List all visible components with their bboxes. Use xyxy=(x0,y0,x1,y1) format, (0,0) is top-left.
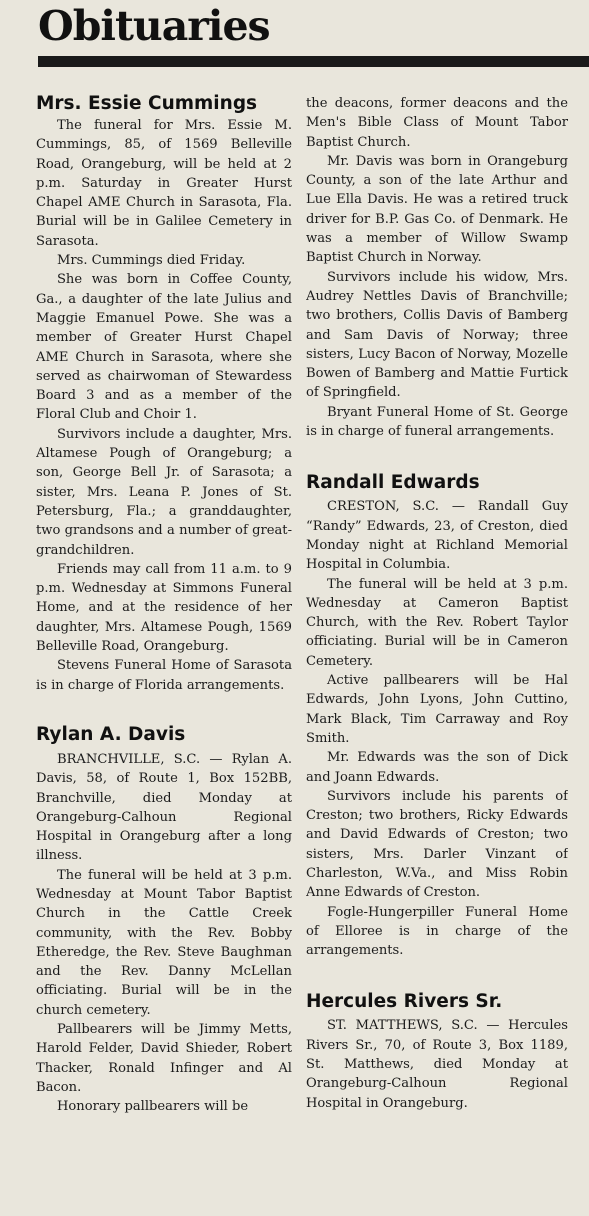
column-right xyxy=(306,94,568,1216)
obituary-paragraph: BRANCHVILLE, S.C. — Rylan A. Davis, 58, of Route 1, Box 152BB, Branchville, died Monday at Orangeburg-Calhoun Regional Hospital in Orangeburg after a long illness. xyxy=(36,751,292,864)
obituary-paragraph: Survivors include his widow, Mrs. Audrey Nettles Davis of Branchville; two brothers, Collis Davis of Bamberg and Sam Davis of Norway; three sisters, Lucy Bacon of Norway, Mozelle Bowen of Bamberg and Mattie Furtick of Springfield. xyxy=(306,269,568,401)
obituary-paragraph: The funeral for Mrs. Essie M. Cummings, 85, of 1569 Belleville Road, Orangeburg, will be held at 2 p.m. Saturday in Greater Hurst Chapel AME Church in Sarasota, Fla. Burial will be in Galilee Cemetery in Sarasota. xyxy=(36,118,292,249)
obituary-paragraph: She was born in Coffee County, Ga., a daughter of the late Julius and Maggie Emanuel Powe. She was a member of Greater Hurst Chapel AME Church in Sarasota, where she served as chairwoman of Stewardess Board 3 and as a member of the Floral Club and Choir 1. xyxy=(36,272,292,423)
obituary-paragraph: Mr. Edwards was the son of Dick and Joann Edwards. xyxy=(306,750,568,785)
obituary-paragraph: Survivors include his parents of Creston; two brothers, Ricky Edwards and David Edwards of Creston; two sisters, Mrs. Darler Vinzant of Charleston, W.Va., and Miss Robin Anne Edwards of Creston. xyxy=(306,788,568,901)
obituary-paragraph: Mr. Davis was born in Orangeburg County, a son of the late Arthur and Lue Ella Davis. He was a retired truck driver for B.P. Gas Co. of Denmark. He was a member of Willow Swamp Baptist Church in Norway. xyxy=(306,153,568,266)
obituary-paragraph: Friends may call from 11 a.m. to 9 p.m. Wednesday at Simmons Funeral Home, and at the residence of her daughter, Mrs. Altamese Pough, 1569 Belleville Road, Orangeburg. xyxy=(36,561,292,655)
page-title: Obituaries xyxy=(38,2,270,50)
obituary-paragraph: Active pallbearers will be Hal Edwards, John Lyons, John Cuttino, Mark Black, Tim Carraway and Roy Smith. xyxy=(306,673,568,746)
obituary-paragraph: Honorary pallbearers will be xyxy=(56,1099,249,1115)
obituary-paragraph: Mrs. Cummings died Friday. xyxy=(56,253,246,269)
obituary-paragraph: the deacons, former deacons and the Men's Bible Class of Mount Tabor Baptist Church. xyxy=(306,96,568,150)
header-rule xyxy=(38,56,589,67)
obituary-heading: Rylan A. Davis xyxy=(36,723,186,745)
obituary-heading: Randall Edwards xyxy=(306,472,480,494)
obituary-paragraph: The funeral will be held at 3 p.m. Wednesday at Mount Tabor Baptist Church in the Cattle Creek community, with the Rev. Bobby Etheredge, the Rev. Steve Baughman and the Rev. Danny McLellan officiating. Burial will be in the church cemetery. xyxy=(36,867,292,1018)
obituary-paragraph: Bryant Funeral Home of St. George is in charge of funeral arrangements. xyxy=(306,404,568,440)
column-left xyxy=(36,92,292,1214)
obituary-paragraph: Survivors include a daughter, Mrs. Altamese Pough of Orangeburg; a son, George Bell Jr. of Sarasota; a sister, Mrs. Leana P. Jones of St. Petersburg, Fla.; a granddaughter, two grandsons and a number of great-grandchildren. xyxy=(36,426,292,558)
obituary-heading: Hercules Rivers Sr. xyxy=(306,991,503,1013)
obituary-paragraph: Stevens Funeral Home of Sarasota is in charge of Florida arrangements. xyxy=(36,658,292,693)
obituary-paragraph: ST. MATTHEWS, S.C. — Hercules Rivers Sr., 70, of Route 3, Box 1189, St. Matthews, died Monday at Orangeburg-Calhoun Regional Hospital in Orangeburg. xyxy=(306,1018,568,1111)
obituary-paragraph: CRESTON, S.C. — Randall Guy “Randy” Edwards, 23, of Creston, died Monday night at Richland Memorial Hospital in Columbia. xyxy=(306,499,568,573)
obituary-paragraph: Pallbearers will be Jimmy Metts, Harold Felder, David Shieder, Robert Thacker, Ronald Infinger and Al Bacon. xyxy=(36,1022,292,1095)
obituary-heading: Mrs. Essie Cummings xyxy=(36,93,258,114)
obituary-paragraph: Fogle-Hungerpiller Funeral Home of Elloree is in charge of the arrangements. xyxy=(306,904,568,959)
obituary-paragraph: The funeral will be held at 3 p.m. Wednesday at Cameron Baptist Church, with the Rev. Robert Taylor officiating. Burial will be in Cameron Cemetery. xyxy=(306,576,568,669)
